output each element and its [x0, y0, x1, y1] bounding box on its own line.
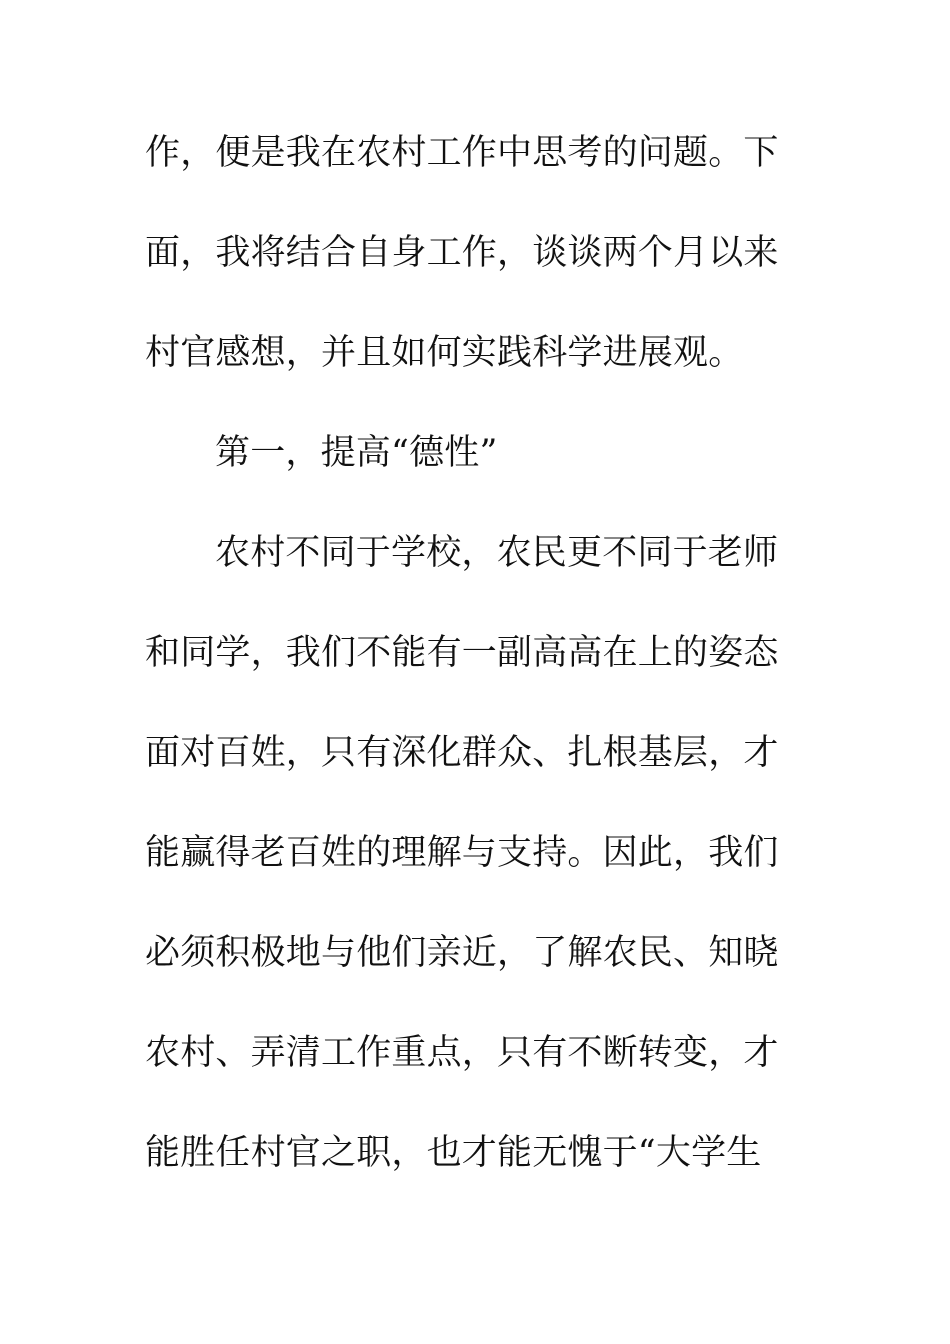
paragraph-line: 面对百姓，只有深化群众、扎根基层，才 [145, 733, 779, 773]
paragraph-line: 必须积极地与他们亲近，了解农民、知晓 [145, 933, 779, 973]
paragraph-line: 能赢得老百姓的理解与支持。因此，我们 [145, 833, 779, 873]
paragraph-line: 农村、弄清工作重点，只有不断转变，才 [145, 1033, 779, 1073]
paragraph-line: 面，我将结合自身工作，谈谈两个月以来 [145, 233, 779, 273]
paragraph-line: 和同学，我们不能有一副高高在上的姿态 [145, 633, 779, 673]
paragraph-line: 农村不同于学校，农民更不同于老师 [215, 533, 779, 573]
paragraph-line: 村官感想，并且如何实践科学进展观。 [145, 333, 744, 373]
paragraph-line: 能胜任村官之职，也才能无愧于“大学生 [145, 1133, 762, 1173]
paragraph-line: 作，便是我在农村工作中思考的问题。下 [145, 133, 779, 173]
section-heading: 第一，提高“德性” [215, 433, 498, 473]
